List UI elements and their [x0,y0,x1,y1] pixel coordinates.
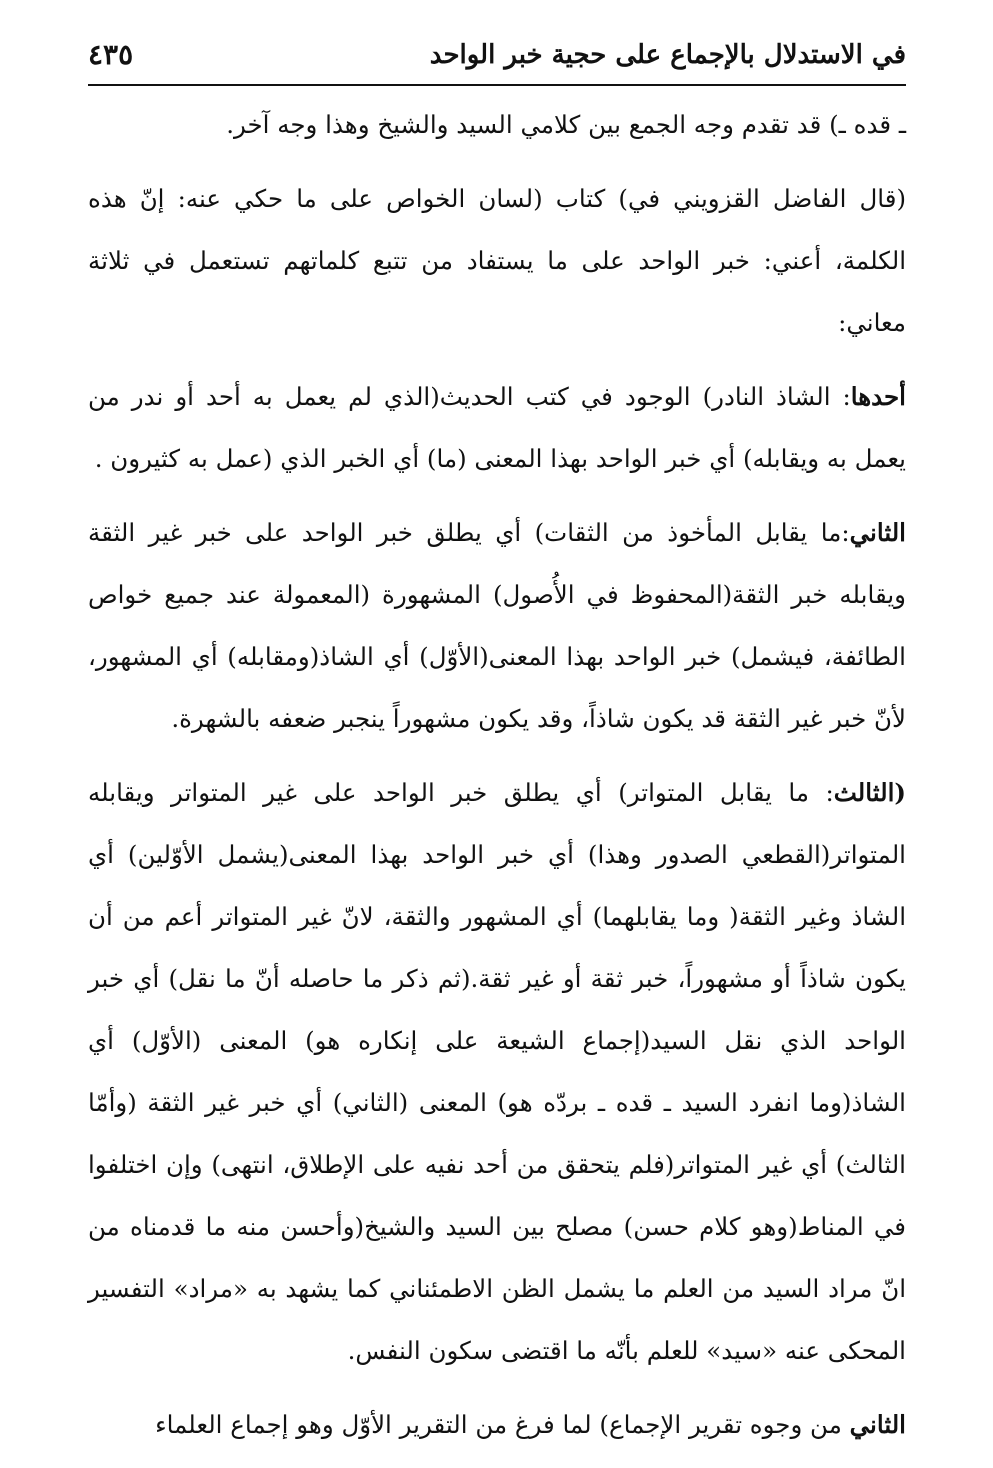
paragraph-4 [88,502,906,750]
paragraph-text: : ما يقابل المتواتر) أي يطلق خبر الواحد على غير المتواتر ويقابله المتواتر(القطعي الصدور وهذا) أي خبر الواحد بهذا المعنى(يشمل الأوّلين) أي الشاذ وغير الثقة( وما يقابلهما) أي المشهور والثقة، لانّ غير المتواتر أعم من أن يكون شاذاً أو مشهوراً، خبر ثقة أو غير ثقة.(ثم ذكر ما حاصله أنّ ما نقل) أي خبر الواحد الذي نقل السيد(إجماع الشيعة على إنكاره هو) المعنى (الأوّل) أي الشاذ(وما انفرد السيد ـ قده ـ بردّه هو) المعنى (الثاني) أي خبر غير الثقة (وأمّا الثالث) أي غير المتواتر(فلم يتحقق من أحد نفيه على الإطلاق، انتهى) وإن اختلفوا في المناط(وهو كلام حسن) مصلح بين السيد والشيخ(وأحسن منه ما قدمناه من انّ مراد السيد من العلم ما يشمل الظن الاطمئناني كما يشهد به «مراد» التفسير المحكى عنه «سيد» للعلم بأنّه ما اقتضى سكون النفس. [88,778,906,1365]
paragraph-text: (قال الفاضل القزويني في) كتاب (لسان الخواص على ما حكي عنه: إنّ هذه الكلمة، أعني: خبر الواحد على ما يستفاد من تتبع كلماتهم تستعمل في ثلاثة معاني: [88,184,906,337]
running-title: في الاستدلال بالإجماع على حجية خبر الواحد [429,40,906,70]
paragraph-lead: (الثالث [833,778,906,807]
body-text [88,94,906,1468]
page-header [88,32,906,86]
page-number: ٤٣٥ [88,38,134,71]
paragraph-3 [88,366,906,490]
paragraph-5 [88,762,906,1382]
paragraph-text: من وجوه تقرير الإجماع) لما فرغ من التقرير الأوّل وهو إجماع العلماء [155,1410,850,1439]
paragraph-2 [88,168,906,354]
paragraph-lead: الثاني [849,518,906,547]
paragraph-lead: أحدها [850,382,906,411]
paragraph-text: ـ قده ـ) قد تقدم وجه الجمع بين كلامي السيد والشيخ وهذا وجه آخر. [226,110,906,139]
paragraph-text: : الشاذ النادر) الوجود في كتب الحديث(الذي لم يعمل به أحد أو ندر من يعمل به ويقابله) أي خبر الواحد بهذا المعنى (ما) أي الخبر الذي (عمل به كثيرون . [88,382,906,473]
paragraph-1 [88,94,906,156]
paragraph-lead: الثاني [849,1410,906,1439]
paragraph-6 [88,1394,906,1456]
paragraph-text: :ما يقابل المأخوذ من الثقات) أي يطلق خبر الواحد على خبر غير الثقة ويقابله خبر الثقة(المحفوظ في الأُصول) المشهورة (المعمولة عند جميع خواص الطائفة، فيشمل) خبر الواحد بهذا المعنى(الأوّل) أي الشاذ(ومقابله) أي المشهور، لأنّ خبر غير الثقة قد يكون شاذاً، وقد يكون مشهوراً ينجبر ضعفه بالشهرة. [88,518,906,733]
